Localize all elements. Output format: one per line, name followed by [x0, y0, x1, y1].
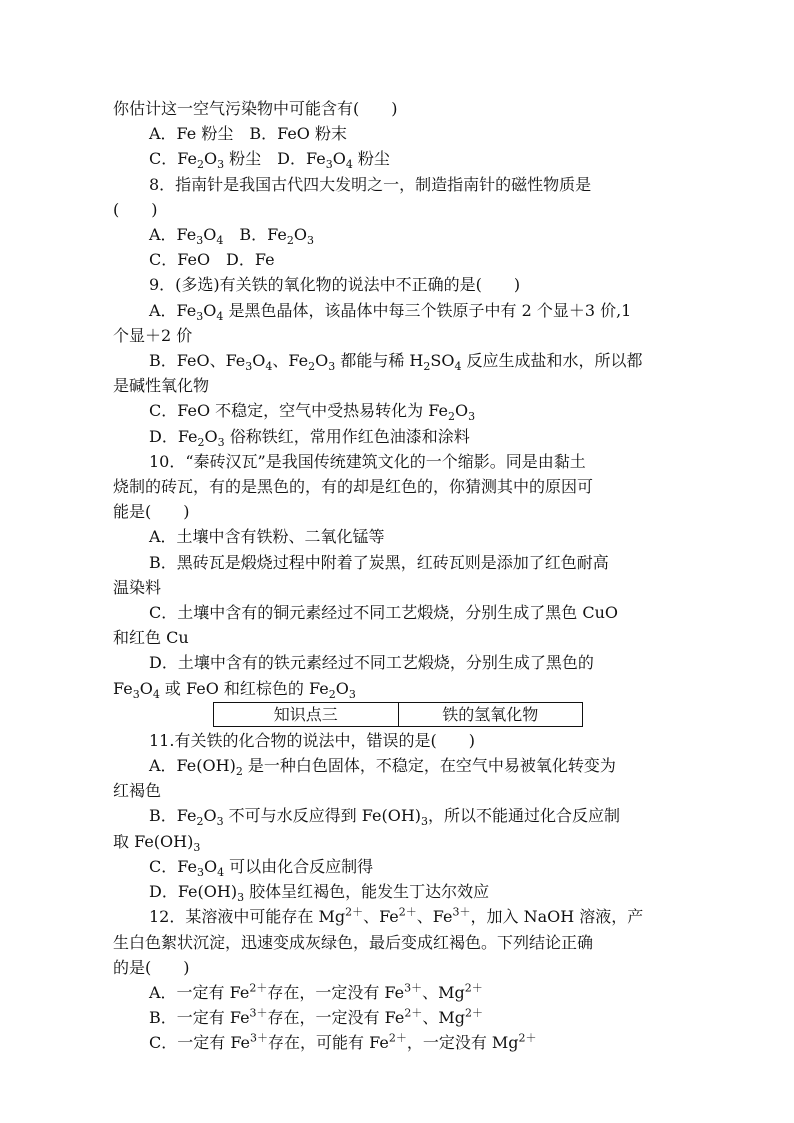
text-line: 红褐色: [113, 781, 162, 801]
text-line: C．$Fe_2O_3$ 粉尘 D．$Fe_3O_4$ 粉尘: [149, 149, 390, 172]
text-line: D．土壤中含有的铁元素经过不同工艺煅烧，分别生成了黑色的: [149, 653, 594, 673]
questions-block-2: [113, 728, 683, 1056]
text-line: C．FeO 不稳定，空气中受热易转化为 $Fe_2O_3$: [149, 401, 476, 424]
text-line: D．$Fe(OH)_3$ 胶体呈红褐色，能发生丁达尔效应: [149, 882, 490, 905]
text-line: D．$Fe_2O_3$ 俗称铁红，常用作红色油漆和涂料: [149, 426, 470, 449]
text-line: 12．某溶液中可能存在 $Mg^{2+}$、$Fe^{2+}$、$Fe^{3+}$，加入 NaOH 溶液，产: [149, 905, 644, 927]
text-line: 11.有关铁的化合物的说法中，错误的是( ): [149, 730, 475, 750]
text-line: $Fe_3O_4$ 或 FeO 和红棕色的 $Fe_2O_3$: [113, 678, 356, 701]
text-line: C．$Fe_3O_4$ 可以由化合反应制得: [149, 856, 374, 880]
section-header-table: [213, 702, 583, 727]
text-line: 的是( ): [113, 957, 190, 977]
document-body: [113, 96, 683, 1056]
text-line: B．黑砖瓦是煅烧过程中附着了炭黑，红砖瓦则是添加了红色耐高: [149, 552, 609, 572]
text-line: C．一定有 $Fe^{3+}$存在，可能有 $Fe^{2+}$，一定没有 $Mg^{2+}$: [149, 1031, 537, 1053]
text-line: B．FeO、$Fe_3O_4$、$Fe_2O_3$ 都能与稀 $H_2SO_4$ 反应生成盐和水，所以都: [149, 351, 643, 374]
text-line: 取 $Fe(OH)_3$: [113, 831, 201, 854]
text-line: 烧制的砖瓦，有的是黑色的，有的却是红色的，你猜测其中的原因可: [113, 477, 594, 497]
text-line: 和红色 Cu: [113, 628, 189, 648]
text-line: C．FeO D．Fe: [149, 250, 275, 270]
section-label: 知识点三: [273, 704, 338, 724]
text-line: 能是( ): [113, 502, 190, 522]
text-line: C．土壤中含有的铜元素经过不同工艺煅烧，分别生成了黑色 CuO: [149, 603, 618, 623]
text-line: 10．“秦砖汉瓦”是我国传统建筑文化的一个缩影。同是由黏土: [149, 451, 586, 471]
text-line: 9．(多选)有关铁的氧化物的说法中不正确的是( ): [149, 275, 521, 295]
text-line: 生白色絮状沉淀，迅速变成灰绿色，最后变成红褐色。下列结论正确: [113, 932, 594, 952]
text-line: A．$Fe(OH)_2$ 是一种白色固体，不稳定，在空气中易被氧化转变为: [149, 756, 616, 779]
text-line: 8．指南针是我国古代四大发明之一，制造指南针的磁性物质是: [149, 174, 592, 194]
text-line: B．$Fe_2O_3$ 不可与水反应得到 $Fe(OH)_3$，所以不能通过化合反应制: [149, 806, 621, 829]
section-title: 铁的氢氧化物: [398, 703, 583, 726]
text-line: 个显＋2 价: [113, 325, 193, 345]
text-line: 温染料: [113, 577, 162, 597]
text-line: A．土壤中含有铁粉、二氧化锰等: [149, 527, 385, 547]
text-line: A．$Fe_3O_4$ 是黑色晶体，该晶体中每三个铁原子中有 2 个显＋3 价,1: [149, 300, 632, 323]
text-line: A．$Fe_3O_4$ B．$Fe_2O_3$: [149, 225, 314, 248]
text-line: ( ): [113, 199, 158, 219]
text-line: 是碱性氧化物: [113, 376, 210, 396]
text-line: A．一定有 $Fe^{2+}$存在，一定没有 $Fe^{3+}$、$Mg^{2+}$: [149, 981, 483, 1002]
text-line: 你估计这一空气污染物中可能含有( ): [113, 99, 398, 118]
questions-block-1: [113, 96, 683, 701]
text-line: A．Fe 粉尘 B．FeO 粉末: [149, 124, 347, 144]
text-line: B．一定有 $Fe^{3+}$存在，一定没有 $Fe^{2+}$、$Mg^{2+}$: [149, 1006, 483, 1028]
